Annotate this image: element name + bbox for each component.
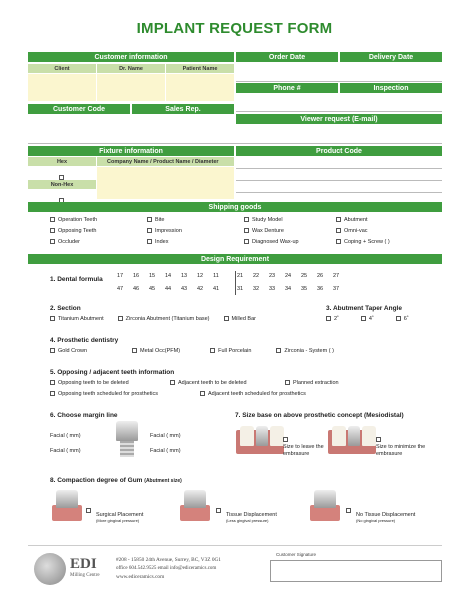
prosthetic-item[interactable]: Full Porcelain [210, 348, 251, 354]
tooth-number[interactable]: 32 [252, 286, 260, 292]
tooth-number[interactable]: 41 [212, 286, 220, 292]
company-field[interactable] [97, 167, 234, 199]
facial-field[interactable]: Facial ( mm) [50, 433, 81, 439]
prosthetic-label: 4. Prosthetic dentistry [50, 337, 119, 344]
size-base-label: 7. Size base on above prosthetic concept (Mesiodistal) [235, 412, 404, 419]
gum-option-name: Surgical Placement [96, 512, 144, 518]
client-field[interactable] [28, 74, 96, 101]
taper-item[interactable]: 4˚ [361, 316, 374, 322]
delivery-date-header: Delivery Date [340, 52, 442, 62]
tooth-number[interactable]: 44 [164, 286, 172, 292]
margin-label: 6. Choose margin line [50, 412, 118, 419]
tooth-number[interactable]: 24 [284, 273, 292, 279]
ship-item[interactable]: Wax Denture [244, 228, 336, 234]
abutment-image [116, 421, 138, 441]
section-item[interactable]: Milled Bar [224, 316, 256, 322]
tooth-number[interactable]: 45 [148, 286, 156, 292]
tooth-number[interactable]: 16 [132, 273, 140, 279]
tooth-image [240, 426, 254, 446]
tooth-number[interactable]: 25 [300, 273, 308, 279]
prosthetic-item[interactable]: Metal Occ(PFM) [132, 348, 180, 354]
tooth-number[interactable]: 35 [300, 286, 308, 292]
facial-field[interactable]: Facial ( mm) [50, 448, 81, 454]
tooth-number[interactable]: 37 [332, 286, 340, 292]
tooth-image [332, 426, 346, 446]
brand-sub: Milling Centre [70, 573, 100, 578]
hex-label: Hex [28, 157, 96, 166]
abutment-image [56, 490, 78, 508]
tooth-image [362, 426, 376, 446]
facial-field[interactable]: Facial ( mm) [150, 448, 181, 454]
tooth-number[interactable]: 27 [332, 273, 340, 279]
phone-header: Phone # [236, 83, 338, 93]
gum-option-name: No Tissue Displacement [356, 512, 416, 518]
gum-note: (Abutment size) [144, 478, 182, 484]
tooth-number[interactable]: 12 [196, 273, 204, 279]
taper-item[interactable]: 6˚ [396, 316, 409, 322]
leave-embrasure-label: Size to leave the embrasure [283, 444, 324, 457]
ship-item[interactable]: Omni-vac [336, 228, 428, 234]
abutment-image [314, 490, 336, 508]
tooth-number[interactable]: 23 [268, 273, 276, 279]
ship-item[interactable]: Operation Teeth [50, 217, 147, 223]
gum-option-checkbox[interactable] [346, 508, 351, 513]
tooth-number[interactable]: 13 [180, 273, 188, 279]
prosthetic-item[interactable]: Zirconia - System ( ) [276, 348, 334, 354]
tooth-number[interactable]: 26 [316, 273, 324, 279]
sales-rep-header: Sales Rep. [132, 104, 234, 114]
ship-item[interactable]: Opposing Teeth [50, 228, 147, 234]
gum-option-name: Tissue Displacement [226, 512, 277, 518]
prosthetic-item[interactable]: Gold Crown [50, 348, 87, 354]
tooth-number[interactable]: 31 [236, 286, 244, 292]
tooth-number[interactable]: 14 [164, 273, 172, 279]
dr-name-field[interactable] [97, 74, 165, 101]
tooth-number[interactable]: 43 [180, 286, 188, 292]
company-label: Company Name / Product Name / Diameter [97, 157, 234, 166]
ship-item[interactable]: Occluder [50, 239, 147, 245]
taper-label: 3. Abutment Taper Angle [326, 305, 402, 312]
upper-teeth-row [112, 273, 344, 279]
shipping-header: Shipping goods [28, 202, 442, 212]
patient-name-field[interactable] [166, 74, 234, 101]
tooth-number[interactable]: 33 [268, 286, 276, 292]
opposing-item[interactable]: Adjacent teeth to be deleted [170, 380, 285, 386]
gum-option-sub: (More gingival pressure) [96, 518, 140, 523]
gum-option-checkbox[interactable] [216, 508, 221, 513]
signature-field[interactable] [270, 560, 442, 582]
tooth-number[interactable]: 11 [213, 273, 219, 279]
globe-icon [34, 553, 66, 585]
tooth-number[interactable]: 36 [316, 286, 324, 292]
order-date-header: Order Date [236, 52, 338, 62]
client-label: Client [28, 64, 96, 73]
tooth-number[interactable]: 21 [236, 273, 244, 279]
ship-item[interactable]: Coping + Screw ( ) [336, 239, 428, 245]
minimize-embrasure-checkbox[interactable] [376, 437, 381, 442]
section-label: 2. Section [50, 305, 81, 312]
abutment-image [184, 490, 206, 508]
dental-formula-label: 1. Dental formula [50, 276, 103, 283]
opposing-item[interactable]: Planned extraction [285, 380, 339, 386]
tooth-number[interactable]: 34 [284, 286, 292, 292]
form-title: IMPLANT REQUEST FORM [136, 20, 333, 37]
ship-item[interactable]: Impression [147, 228, 244, 234]
tooth-number[interactable]: 22 [252, 273, 260, 279]
tooth-image [348, 426, 360, 446]
minimize-embrasure-label: Size to minimize the embrasure [376, 444, 426, 457]
tooth-number[interactable]: 15 [148, 273, 156, 279]
gum-option-sub: (Less gingival pressure) [226, 518, 269, 523]
opposing-item[interactable]: Adjacent teeth scheduled for prosthetics [200, 391, 306, 397]
tooth-image [256, 426, 268, 446]
signature-label: Customer Signature [276, 552, 317, 557]
brand-logo: EDI [70, 556, 97, 572]
viewer-request-header: Viewer request (E-mail) [236, 114, 442, 124]
customer-info-header: Customer information [28, 52, 234, 62]
lower-teeth-row [112, 286, 344, 292]
fixture-info-header: Fixture information [28, 146, 234, 156]
section-item[interactable]: Titanium Abutment [50, 316, 104, 322]
ship-item[interactable]: Index [147, 239, 244, 245]
design-header: Design Requirement [28, 254, 442, 264]
website: www.ediceramics.com [116, 574, 165, 580]
tooth-number[interactable]: 42 [196, 286, 204, 292]
ship-item[interactable]: Bite [147, 217, 244, 223]
gum-label: 8. Compaction degree of Gum [50, 477, 143, 484]
customer-code-header: Customer Code [28, 104, 130, 114]
tooth-number[interactable]: 46 [132, 286, 140, 292]
tooth-number[interactable]: 17 [116, 273, 124, 279]
address: #208 - 15850 24th Avenue, Surrey, BC, V3Z 0G1 [116, 557, 221, 563]
product-code-header: Product Code [236, 146, 442, 156]
ship-item[interactable]: Abutment [336, 217, 428, 223]
inspection-header: Inspection [340, 83, 442, 93]
opposing-label: 5. Opposing / adjacent teeth information [50, 369, 175, 376]
section-item[interactable]: Zirconia Abutment (Titanium base) [118, 316, 210, 322]
non-hex-label: Non-Hex [28, 180, 96, 189]
tooth-image [270, 426, 284, 446]
leave-embrasure-checkbox[interactable] [283, 437, 288, 442]
opposing-item[interactable]: Opposing teeth scheduled for prosthetics [50, 391, 200, 397]
contact: office 604.542.9525 email info@ediceramics.com [116, 566, 217, 571]
gum-option-checkbox[interactable] [86, 508, 91, 513]
ship-item[interactable]: Diagnosed Wax-up [244, 239, 336, 245]
taper-item[interactable]: 2˚ [326, 316, 339, 322]
gum-option-sub: (No gingival pressure) [356, 518, 396, 523]
dr-name-label: Dr. Name [97, 64, 165, 73]
tooth-number[interactable]: 47 [116, 286, 124, 292]
patient-name-label: Patient Name [166, 64, 234, 73]
facial-field[interactable]: Facial ( mm) [150, 433, 181, 439]
opposing-item[interactable]: Opposing teeth to be deleted [50, 380, 170, 386]
ship-item[interactable]: Study Model [244, 217, 336, 223]
